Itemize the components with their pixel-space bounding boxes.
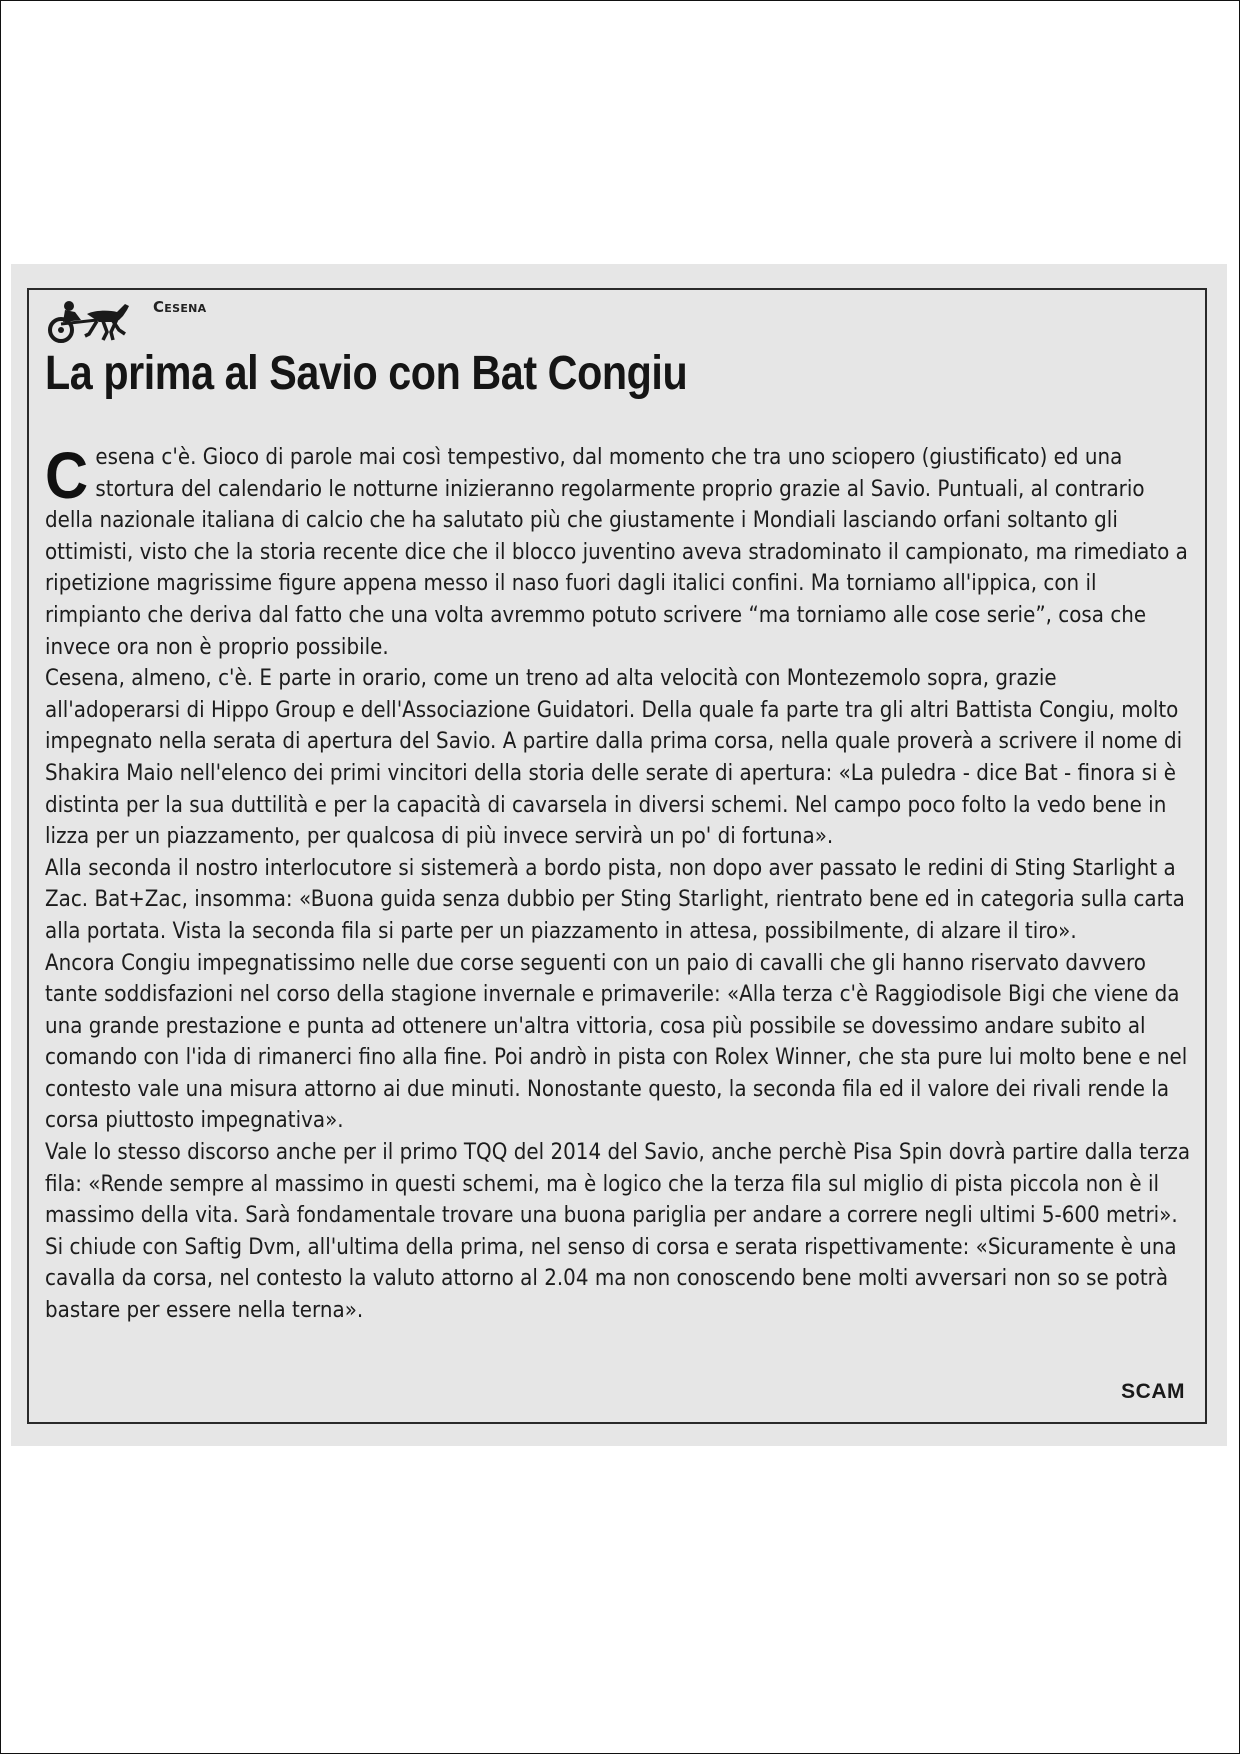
- article-paragraph: Vale lo stesso discorso anche per il primo TQQ del 2014 del Savio, anche perchè Pisa Spin dovrà partire dalla terza fila: «Rende sempre al massimo in questi schemi, ma è logico che la terza fila sul miglio di pista piccola non è il massimo della vita. Sarà fondamentale trovare una buona pariglia per andare a correre negli ultimi 5-600 metri».: [45, 1140, 1191, 1229]
- harness-racing-sulky-icon: [47, 294, 131, 344]
- author-signature: SCAM: [1121, 1380, 1185, 1403]
- article-paragraph: [45, 438, 1194, 663]
- article-paragraph: Cesena, almeno, c'è. E parte in orario, come un treno ad alta velocità con Montezemolo sopra, grazie all'adoperarsi di Hippo Group e dell'Associazione Guidatori. Della quale fa parte tra gli altri Battista Congiu, molto impegnato nella serata di apertura del Savio. A partire dalla prima corsa, nella quale proverà a scrivere il nome di Shakira Maio nell'elenco dei primi vincitori della storia delle serate di apertura: «La puledra - dice Bat - finora si è distinta per la sua duttilità e per la capacità di cavarsela in diversi schemi. Nel campo poco folto la vedo bene in lizza per un piazzamento, per qualcosa di più invece servirà un po' di fortuna».: [45, 666, 1183, 850]
- section-label: Cesena: [153, 298, 207, 316]
- paragraph-text: esena c'è. Gioco di parole mai così tempestivo, dal momento che tra uno sciopero (giustificato) ed una stortura del calendario le notturne inizieranno regolarmente proprio grazie al Savio. Puntuali, al contrario della nazionale italiana di calcio che ha salutato più che giustamente i Mondiali lasciando orfani soltanto gli ottimisti, visto che la storia recente dice che il blocco juventino aveva stradominato il campionato, ma rimediato a ripetizione magrissime figure appena messo il naso fuori dagli italici confini. Ma torniamo all'ippica, con il rimpianto che deriva dal fatto che una volta avremmo potuto scrivere “ma torniamo alle cose serie”, cosa che invece ora non è proprio possibile.: [45, 445, 1188, 660]
- article-paragraph: Ancora Congiu impegnatissimo nelle due corse seguenti con un paio di cavalli che gli hanno riservato davvero tante soddisfazioni nel corso della stagione invernale e primaverile: «Alla terza c'è Raggiodisole Bigi che viene da una grande prestazione e punta ad ottenere un'altra vittoria, cosa più possibile se dovessimo andare subito al comando con l'ida di rimanerci fino alla fine. Poi andrò in pista con Rolex Winner, che sta pure lui molto bene e nel contesto vale una misura attorno ai due minuti. Nonostante questo, la seconda fila ed il valore dei rivali rende la corsa piuttosto impegnativa».: [45, 950, 1188, 1134]
- article-paragraph: Alla seconda il nostro interlocutore si sistemerà a bordo pista, non dopo aver passato le redini di Sting Starlight a Zac. Bat+Zac, insomma: «Buona guida senza dubbio per Sting Starlight, rientrato bene ed in categoria sulla carta alla portata. Vista la seconda fila si parte per un piazzamento in attesa, possibilmente, di alzare il tiro».: [45, 855, 1185, 944]
- article-headline: La prima al Savio con Bat Congiu: [45, 347, 688, 400]
- newspaper-clipping: [11, 264, 1227, 1446]
- drop-cap: C: [45, 438, 89, 512]
- article-body: [45, 438, 1194, 1327]
- article-paragraph: Si chiude con Saftig Dvm, all'ultima della prima, nel senso di corsa e serata rispettivamente: «Sicuramente è una cavalla da corsa, nel contesto la valuto attorno al 2.04 ma non conoscendo bene molti avversari non so se potrà bastare per essere nella terna».: [45, 1234, 1177, 1324]
- article-box: [27, 288, 1207, 1424]
- section-header: [47, 294, 647, 346]
